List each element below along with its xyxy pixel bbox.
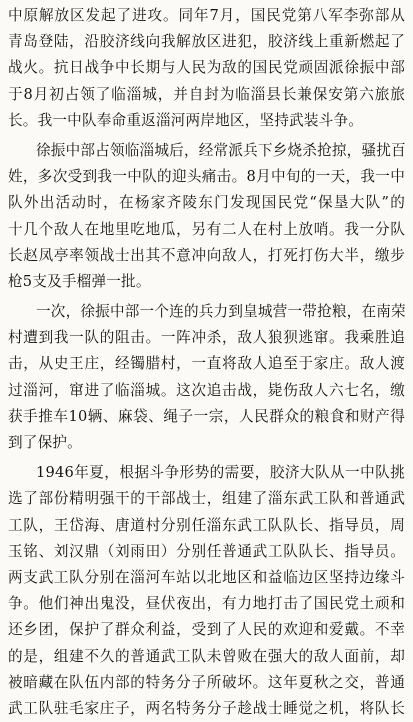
text-line: 争。他们神出鬼没，昼伏夜出，有力地打击了国民党土顽和	[8, 595, 405, 613]
text-line: 队外出活动时，在杨家齐陵东门发现国民党“保垦大队”的	[8, 194, 405, 212]
text-line: 青岛登陆，沿胶济线向我解放区进犯，胶济线上重新燃起了	[8, 33, 405, 51]
text-line: 两支武工队分别在淄河车站以北地区和益临边区坚持边缘斗	[8, 568, 405, 586]
paragraph	[8, 460, 405, 722]
text-line: 中原解放区发起了进攻。同年7月，国民党第八军李弥部从	[8, 7, 405, 24]
text-line: 被暗藏在队伍内部的特务分子所破坏。这年夏秋之交，普通	[8, 673, 405, 691]
text-line: 玉铭、刘汉鼎（刘雨田）分别任普通武工队队长、指导员。	[8, 542, 405, 560]
text-line: 于8月初占领了临淄城，并自封为临淄县长兼保安第六旅旅	[8, 85, 405, 103]
text-line: 村遭到我一队的阻击。一阵冲杀，敌人狼狈逃窜。我乘胜追	[8, 329, 405, 347]
text-line: 枪5支及手榴弹一批。	[8, 272, 151, 290]
text-line: 1946年夏，根据斗争形势的需要，胶济大队从一中队挑	[36, 464, 405, 482]
text-line: 战火。抗日战争中长期与人民为敌的国民党顽固派徐振中部	[8, 59, 405, 77]
text-line: 长。我一中队奉命重返淄河两岸地区，坚持武装斗争。	[8, 111, 364, 129]
text-line: 到了保护。	[8, 434, 82, 451]
text-line: 选了部份精明强干的干部战士，组建了淄东武工队和普通武	[8, 490, 405, 508]
text-line: 十几个敌人在地里吃地瓜，另有二人在村上放哨。我一分队	[8, 220, 405, 238]
text-line: 还乡团，保护了群众利益，受到了人民的欢迎和爱戴。不幸	[8, 621, 405, 639]
text-line: 姓，多次受到我一中队的迎头痛击。8月中旬的一天，我一中	[8, 168, 405, 186]
text-line: 一次，徐振中部一个连的兵力到皇城营一带抢粮，在南荣	[36, 303, 406, 321]
text-line: 过淄河，窜进了临淄城。这次追击战，毙伤敌人六七名，缴	[8, 381, 405, 399]
text-line: 长赵凤亭率领战士出其不意冲向敌人，打死打伤大半，缴步	[8, 246, 405, 264]
paragraph	[8, 138, 405, 295]
text-line: 的是，组建不久的普通武工队未曾败在强大的敌人面前，却	[8, 647, 405, 665]
text-line: 武工队驻毛家庄子，两名特务分子趁战士睡觉之机，将队长	[8, 699, 405, 717]
text-line: 获手推车10辆、麻袋、绳子一宗，人民群众的粮食和财产得	[8, 407, 405, 425]
paragraph	[8, 3, 405, 134]
text-line: 徐振中部占领临淄城后，经常派兵下乡烧杀抢掠，骚扰百	[36, 141, 406, 159]
text-line: 工队，王岱海、唐道村分别任淄东武工队队长、指导员，周	[8, 516, 405, 534]
paragraph	[8, 299, 405, 456]
text-line: 击，从史王庄，经镯腊村，一直将敌人追至于家庄。敌人渡	[8, 355, 405, 373]
